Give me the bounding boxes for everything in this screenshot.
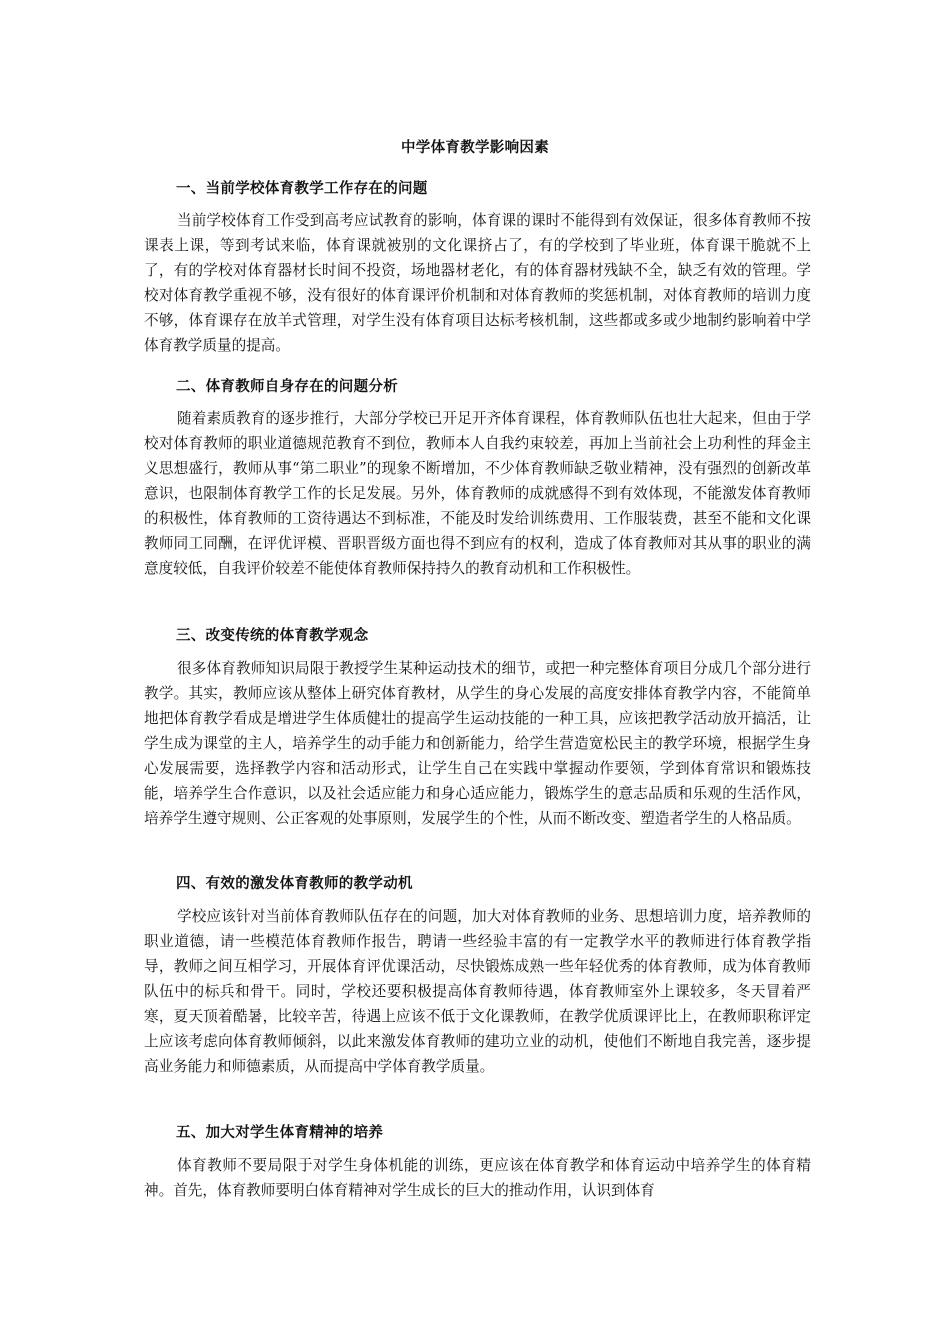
section-4-body: 学校应该针对当前体育教师队伍存在的问题，加大对体育教师的业务、思想培训力度，培养教师的职业道德，请一些模范体育教师作报告，聘请一些经验丰富的有一定教学水平的教师进行体育教学指导，教师之间互相学习，开展体育评优课活动，尽快锻炼成熟一些年轻优秀的体育教师，成为体育教师队伍中的标兵和骨干。同时，学校还要积极提高体育教师待遇，体育教师室外上课较多，冬天冒着严寒，夏天顶着酷暑，比较辛苦，待遇上应该不低于文化课教师，在教学优质课评比上，在教师职称评定上应该考虑向体育教师倾斜，以此来激发体育教师的建功立业的动机，使他们不断地自我完善，逐步提高业务能力和师德素质，从而提高中学体育教学质量。 (144, 908, 811, 1075)
document-title: 中学体育教学影响因素 (401, 140, 549, 156)
section-3-heading: 三、改变传统的体育教学观念 (176, 628, 369, 644)
section-4-heading: 四、有效的激发体育教师的教学动机 (176, 876, 413, 892)
section-1-heading: 一、当前学校体育教学工作存在的问题 (176, 181, 428, 197)
section-2-body: 随着素质教育的逐步推行，大部分学校已开足开齐体育课程，体育教师队伍也壮大起来，但由于学校对体育教师的职业道德规范教育不到位，教师本人自我约束较差，再加上当前社会上功利性的拜金主义思想盛行，教师从事“第二职业”的现象不断增加，不少体育教师缺乏敬业精神，没有强烈的创新改革意识，也限制体育教学工作的长足发展。另外，体育教师的成就感得不到有效体现，不能激发体育教师的积极性，体育教师的工资待遇达不到标准，不能及时发给训练费用、工作服装费，甚至不能和文化课教师同工同酬，在评优评模、晋职晋级方面也得不到应有的权利，造成了体育教师对其从事的职业的满意度较低，自我评价较差不能使体育教师保持持久的教育动机和工作积极性。 (144, 410, 811, 577)
section-5-heading: 五、加大对学生体育精神的培养 (176, 1125, 384, 1141)
section-2-heading: 二、体育教师自身存在的问题分析 (176, 379, 398, 395)
section-5-body: 体育教师不要局限于对学生身体机能的训练，更应该在体育教学和体育运动中培养学生的体育精神。首先，体育教师要明白体育精神对学生成长的巨大的推动作用，认识到体育 (144, 1157, 811, 1199)
section-3-body: 很多体育教师知识局限于教授学生某种运动技术的细节，或把一种完整体育项目分成几个部分进行教学。其实，教师应该从整体上研究体育教材，从学生的身心发展的高度安排体育教学内容，不能简单地把体育教学看成是增进学生体质健壮的提高学生运动技能的一种工具，应该把教学活动放开搞活，让学生成为课堂的主人，培养学生的动手能力和创新能力，给学生营造宽松民主的教学环境，根据学生身心发展需要，选择教学内容和活动形式，让学生自己在实践中掌握动作要领，学到体育常识和锻炼技能，培养学生合作意识，以及社会适应能力和身心适应能力，锻炼学生的意志品质和乐观的生活作风，培养学生遵守规则、公正客观的处事原则，发展学生的个性，从而不断改变、塑造者学生的人格品质。 (144, 660, 811, 827)
section-1-body: 当前学校体育工作受到高考应试教育的影响，体育课的课时不能得到有效保证，很多体育教师不按课表上课，等到考试来临，体育课就被别的文化课挤占了，有的学校到了毕业班，体育课干脆就不上了，有的学校对体育器材长时间不投资，场地器材老化，有的体育器材残缺不全，缺乏有效的管理。学校对体育教学重视不够，没有很好的体育课评价机制和对体育教师的奖惩机制，对体育教师的培训力度不够，体育课存在放羊式管理，对学生没有体育项目达标考核机制，这些都或多或少地制约影响着中学体育教学质量的提高。 (144, 212, 811, 354)
